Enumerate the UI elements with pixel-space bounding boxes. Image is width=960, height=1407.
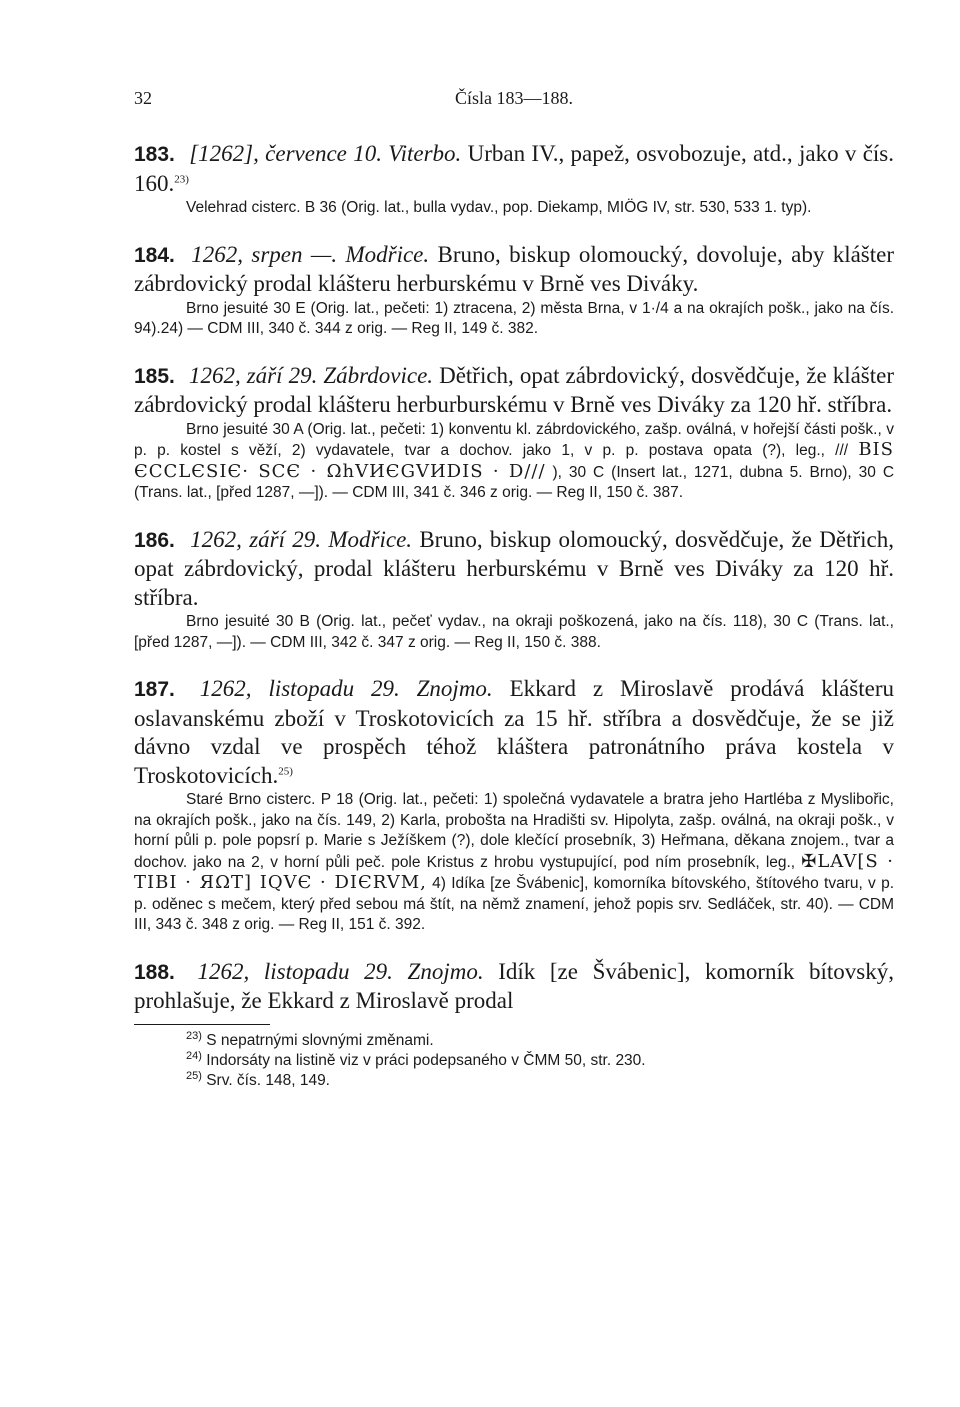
regest-number: 187. <box>134 678 175 701</box>
regest-entry <box>134 526 894 654</box>
regest-entry <box>134 241 894 340</box>
footnote-mark: 24) <box>186 1049 202 1062</box>
regest-date-place: 1262, srpen —. Modřice. <box>191 241 430 267</box>
regest-heading <box>134 526 894 613</box>
regest-entry <box>134 675 894 936</box>
source-text-after: ), 30 C (Insert lat., 1271, dubna 5. Brno), 30 C (Trans. lat., [před 1287, —]). — CDM III, 341 č. 346 z orig. — Reg II, 150 č. 387. <box>134 463 895 501</box>
regest-date-place: [1262], července 10. Viterbo. <box>189 141 462 166</box>
regest-number: 183. <box>134 143 175 166</box>
regest-text: Ekkard z Miroslavě prodává klášteru oslavanskému zboží v Troskotovicích za 15 hř. stříbra a dosvědčuje, že se již dávno vzdal ve prospěch téhož kláštera patronátního práva kostela v Troskotovicích. <box>134 676 895 788</box>
footnote-divider <box>134 1024 270 1025</box>
regest-heading <box>134 362 894 420</box>
footnote-ref: 23) <box>174 172 189 185</box>
regest-date-place: 1262, listopadu 29. Znojmo. <box>199 676 493 701</box>
footnote-text: Srv. čís. 148, 149. <box>206 1071 330 1089</box>
regest-date-place: 1262, září 29. Zábrdovice. <box>188 362 434 388</box>
footnote-text: Indorsáty na listině viz v práci podepsaného v ČMM 50, str. 230. <box>206 1051 646 1069</box>
regest-entry <box>134 362 894 504</box>
footnote-mark: 25) <box>186 1069 202 1082</box>
regest-number: 185. <box>134 364 175 388</box>
running-header <box>134 88 894 118</box>
footnote-mark: 23) <box>186 1029 202 1042</box>
seal-legend: ✠LAV[S · TIBI · ЯΩT] IQVЄ · DIЄRVM, <box>134 850 894 893</box>
source-text: Staré Brno cisterc. P 18 (Orig. lat., pečeti: 1) společná vydavatele a bratra jeho Hartléba z Myslibořic, na okrajích pošk., jako na čís. 149, 2) Karla, proboštа na Hradišti sv. Hipolyta, zašp. oválná, na okraji pošk., v horní půli p. pole popsrí p. Marie s Ježíškem (?), dole klečící prosebník, 3) Heřmana, děkana znojem., tvar a dochov. jako na 2, v horní půli peč. pole Kristus z hrobu vystupující, pod ním prosebník, leg., <box>134 791 894 871</box>
footnote <box>134 1051 894 1071</box>
page-number: 32 <box>134 88 152 108</box>
document-page <box>134 88 894 1091</box>
regest-heading <box>134 958 894 1016</box>
regest-source: Brno jesuité 30 E (Orig. lat., pečeti: 1) ztracena, 2) města Brna, v 1·/4 a na okrajích pošk., jako na čís. 94).24) — CDM III, 340 č. 344 z orig. — Reg II, 149 č. 382. <box>134 299 894 337</box>
regest-date-place: 1262, září 29. Modřice. <box>190 526 413 552</box>
regest-date-place: 1262, listopadu 29. Znojmo. <box>197 958 484 984</box>
regest-text: Dětřich, opat zábrdovický, dosvědčuje, že klášter zábrdovický prodal klášteru herburburskému v Brně ves Diváky za 120 hř. stříbra. <box>134 362 895 417</box>
regest-entry <box>134 958 894 1016</box>
regest-text: Idík [ze Švábenic], komorník bítovský, prohlašuje, že Ekkard z Miroslavě prodal <box>134 958 895 1013</box>
regest-heading <box>134 675 894 790</box>
regest-entry <box>134 140 894 219</box>
regest-number: 188. <box>134 960 175 984</box>
footnote-text: S nepatrnými slovnými změnami. <box>206 1031 434 1049</box>
regest-source: Velehrad cisterc. B 36 (Orig. lat., bulla vydav., pop. Diekamp, MIÖG IV, str. 530, 533 1. typ). <box>186 199 812 216</box>
regest-source <box>134 790 894 936</box>
seal-legend: BIS ЄCCLЄSIЄ· SCЄ · ΩhVИЄGVИDIS · D/// <box>134 439 894 482</box>
footnote-ref: 25) <box>278 764 293 777</box>
regest-number: 186. <box>134 528 175 552</box>
regest-number: 184. <box>134 243 175 267</box>
source-text: Brno jesuité 30 A (Orig. lat., pečeti: 1) konventu kl. zábrdovického, zašp. oválná, v hořejší části pošk., v p. p. kostel s věží, 2) vydavatele, tvar a dochov. jako 1, v p. p. postava opata (?), leg., /// <box>134 420 894 459</box>
regest-source: Brno jesuité 30 B (Orig. lat., pečeť vydav., na okraji poškozená, jako na čís. 118), 30 C (Trans. lat., [před 1287, —]). — CDM III, 342 č. 347 z orig. — Reg II, 150 č. 388. <box>134 613 894 651</box>
regest-source <box>134 420 894 504</box>
source-text-after: 4) Idíka [ze Švábenic], komorníka bítovského, štítového tvaru, v p. p. oděnec s mečem, který před sebou má štít, na němž znamení, jehož popis srv. Sedláček, str. 40). — CDM III, 343 č. 348 z orig. — Reg II, 151 č. 392. <box>134 875 895 933</box>
regest-text: Bruno, biskup olomoucký, dosvědčuje, že Dětřich, opat zábrdovický, prodal klášteru herburskému v Brně ves Diváky za 120 hř. stříbra. <box>134 526 894 610</box>
regest-text: Bruno, biskup olomoucký, dovoluje, aby klášter zábrdovický prodal klášteru herburskému v Brně ves Diváky. <box>134 241 895 296</box>
footnote <box>134 1031 894 1051</box>
running-title: Čísla 183—188. <box>454 88 573 108</box>
regest-heading <box>134 140 894 198</box>
regest-heading <box>134 241 894 299</box>
regest-text: Urban IV., papež, osvobozuje, atd., jako v čís. 160. <box>134 141 895 196</box>
footnote <box>134 1071 894 1091</box>
